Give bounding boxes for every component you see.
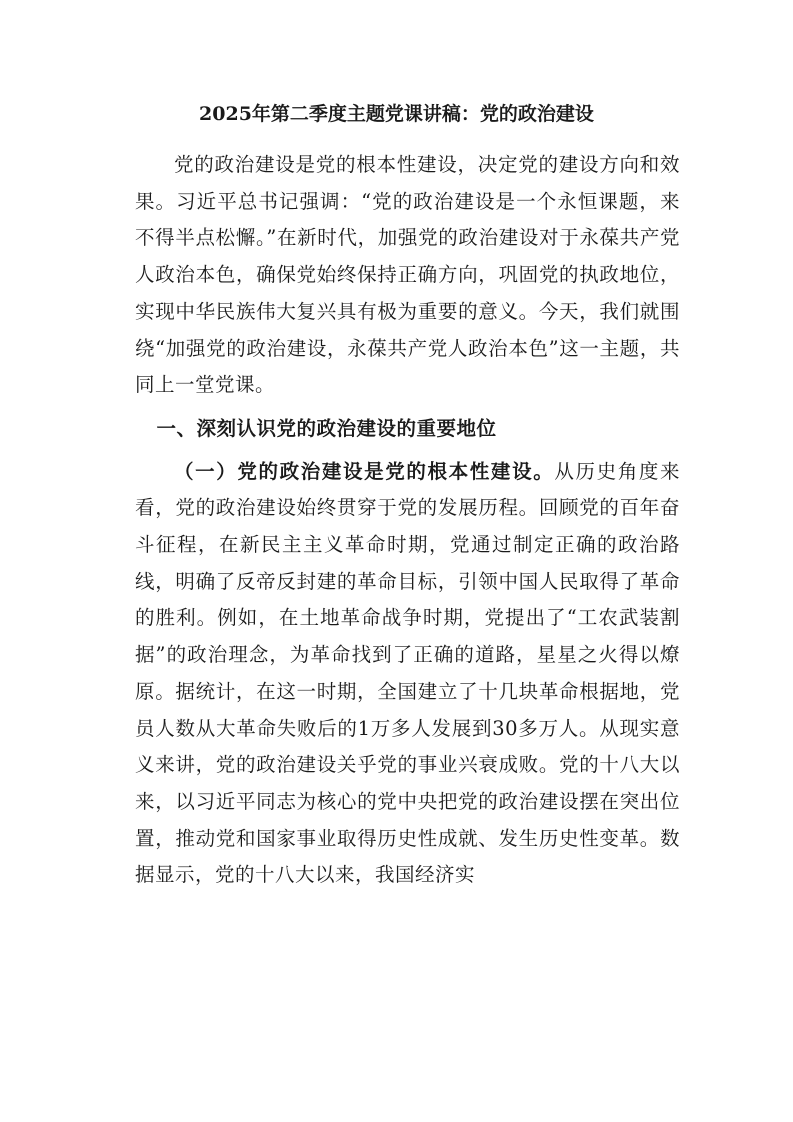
subsection-text: 从历史角度来看，党的政治建设始终贯穿于党的发展历程。回顾党的百年奋斗征程，在新民主主义革命时期，党通过制定正确的政治路线，明确了反帝反封建的革命目标，引领中国人民取得了革命的胜利。例如，在土地革命战争时期，党提出了“工农武装割据”的政治理念，为革命找到了正确的道路，星星之火得以燎原。据统计，在这一时期，全国建立了十几块革命根据地，党员人数从大革命失败后的1万多人发展到30多万人。从现实意义来讲，党的政治建设关乎党的事业兴衰成败。党的十八大以来，以习近平同志为核心的党中央把党的政治建设摆在突出位置，推动党和国家事业取得历史性成就、发生历史性变革。数据显示，党的十八大以来，我国经济实 xyxy=(135,459,680,887)
document-title: 2025年第二季度主题党课讲稿：党的政治建设 xyxy=(199,103,594,125)
section-heading: 一、深刻认识党的政治建设的重要地位 xyxy=(156,416,497,440)
subsection-paragraph xyxy=(135,454,680,894)
subsection-lead: （一）党的政治建设是党的根本性建设。 xyxy=(174,459,555,483)
intro-paragraph: 党的政治建设是党的根本性建设，决定党的建设方向和效果。习近平总书记强调：“党的政治建设是一个永恒课题，来不得半点松懈。”在新时代，加强党的政治建设对于永葆共产党人政治本色，确保党始终保持正确方向，巩固党的执政地位，实现中华民族伟大复兴具有极为重要的意义。今天，我们就围绕“加强党的政治建设，永葆共产党人政治本色”这一主题，共同上一堂党课。 xyxy=(135,153,680,397)
document-body xyxy=(135,147,680,894)
